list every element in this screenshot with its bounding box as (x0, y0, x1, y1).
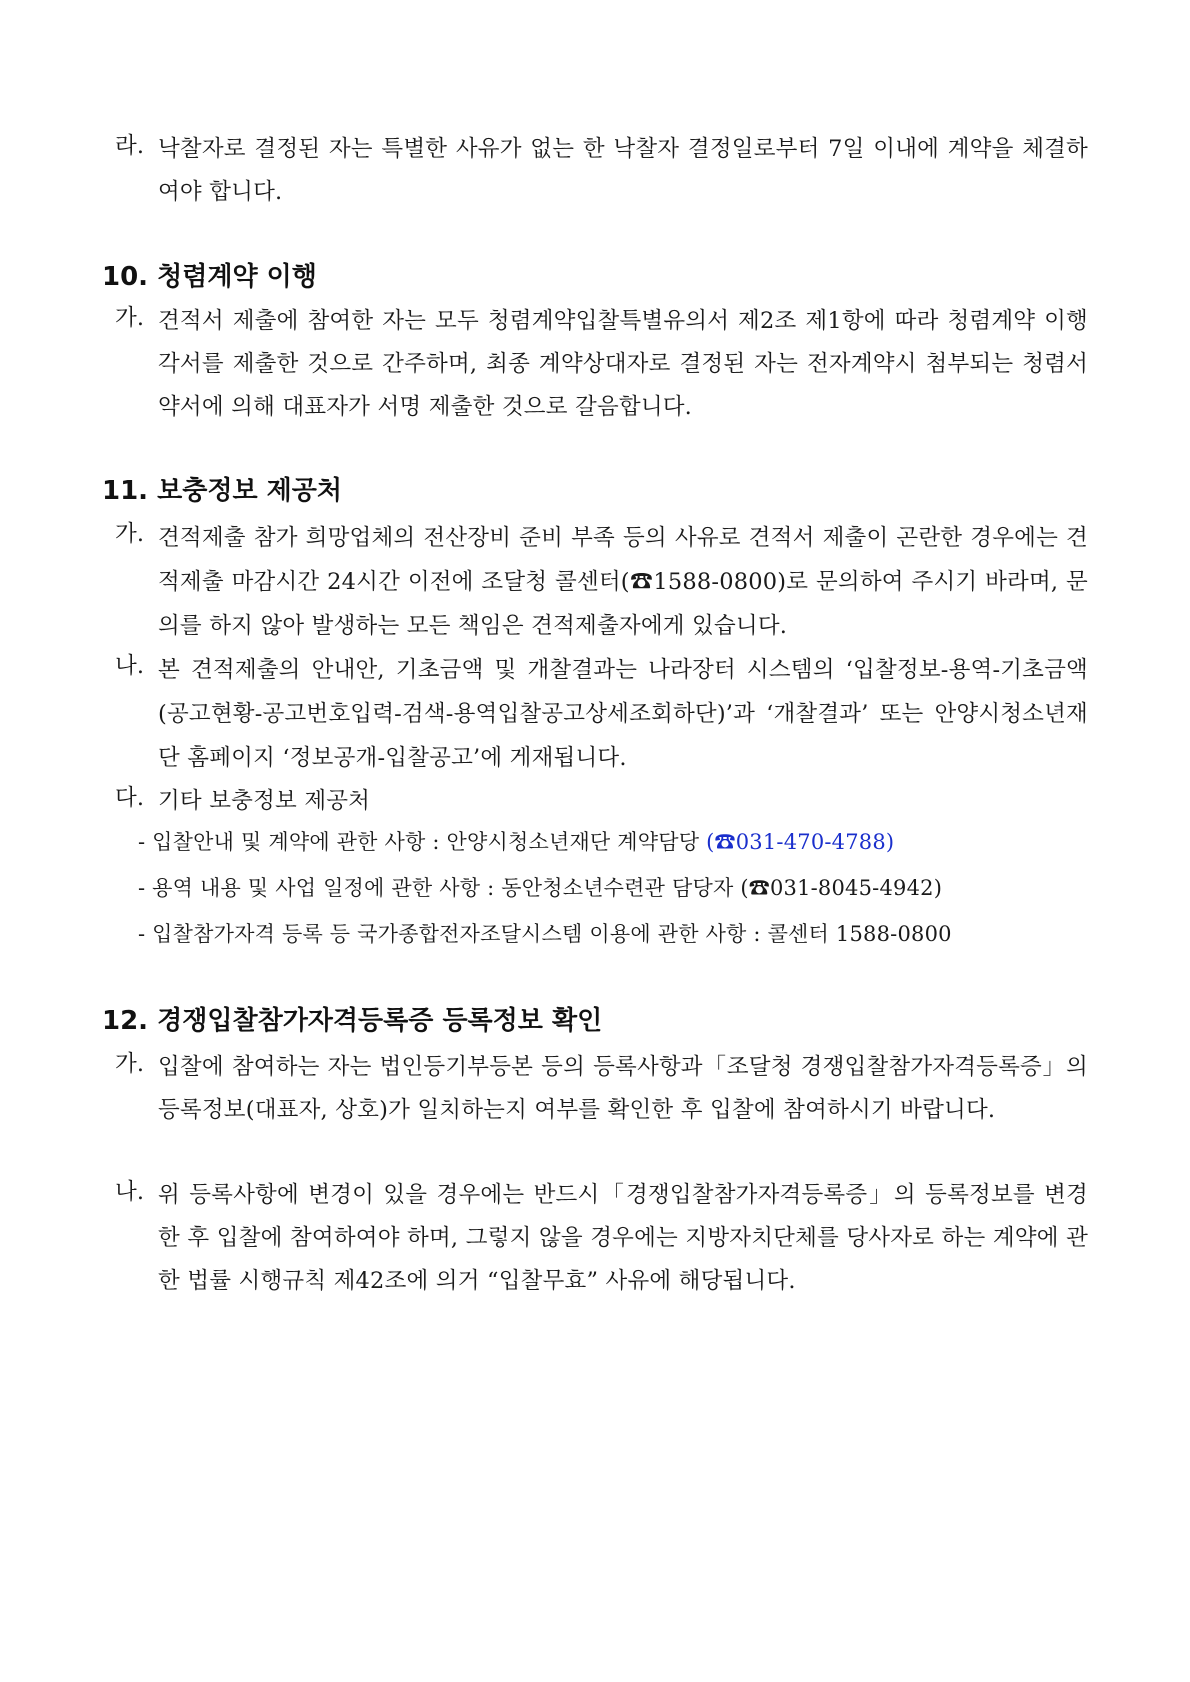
contact-label: - 입찰참가자격 등록 등 국가종합전자조달시스템 이용에 관한 사항 : 콜센터 (138, 922, 836, 946)
contact-phone: (☎031-470-4788) (706, 830, 895, 854)
item-marker: 가. (115, 305, 145, 331)
section-11-heading: 11. 보충정보 제공처 (102, 476, 342, 506)
section-10-heading: 10. 청렴계약 이행 (102, 262, 317, 292)
section-12-heading: 12. 경쟁입찰참가자격등록증 등록정보 확인 (102, 1006, 603, 1036)
item-text: 기타 보충정보 제공처 (158, 788, 371, 814)
item-text: 본 견적제출의 안내안, 기초금액 및 개찰결과는 나라장터 시스템의 ‘입찰정보-용역-기초금액(공고현황-공고번호입력-검색-용역입찰공고상세조회하단)’과 ‘개찰결과’ 또는 안양시청소년재단 홈페이지 ‘정보공개-입찰공고’에 게재됩니다. (158, 657, 1088, 771)
item-text: 낙찰자로 결정된 자는 특별한 사유가 없는 한 낙찰자 결정일로부터 7일 이내에 계약을 체결하여야 합니다. (158, 136, 1088, 205)
contact-phone: (☎031-8045-4942) (740, 876, 943, 900)
item-marker: 가. (115, 1051, 145, 1077)
item-text: 견적서 제출에 참여한 자는 모두 청렴계약입찰특별유의서 제2조 제1항에 따라 청렴계약 이행각서를 제출한 것으로 간주하며, 최종 계약상대자로 결정된 자는 전자계약시 첨부되는 청렴서약서에 의해 대표자가 서명 제출한 것으로 갈음합니다. (158, 308, 1088, 420)
item-marker: 가. (115, 521, 145, 547)
item-marker: 나. (115, 653, 145, 679)
item-marker: 나. (115, 1179, 145, 1205)
contact-label: - 용역 내용 및 사업 일정에 관한 사항 : 동안청소년수련관 담당자 (138, 876, 741, 900)
item-text: 위 등록사항에 변경이 있을 경우에는 반드시「경쟁입찰참가자격등록증」의 등록정보를 변경한 후 입찰에 참여하여야 하며, 그렇지 않을 경우에는 지방자치단체를 당사자로 하는 계약에 관한 법률 시행규칙 제42조에 의거 “입찰무효” 사유에 해당됩니다. (158, 1182, 1088, 1294)
contact-phone: 1588-0800 (835, 922, 952, 946)
contact-label: - 입찰안내 및 계약에 관한 사항 : 안양시청소년재단 계약담당 (138, 830, 707, 854)
item-text: 입찰에 참여하는 자는 법인등기부등본 등의 등록사항과「조달청 경쟁입찰참가자격등록증」의 등록정보(대표자, 상호)가 일치하는지 여부를 확인한 후 입찰에 참여하시기 바랍니다. (158, 1054, 1088, 1123)
item-marker: 라. (115, 133, 145, 159)
item-text: 견적제출 참가 희망업체의 전산장비 준비 부족 등의 사유로 견적서 제출이 곤란한 경우에는 견적제출 마감시간 24시간 이전에 조달청 콜센터(☎1588-0800)로 문의하여 주시기 바라며, 문의를 하지 않아 발생하는 모든 책임은 견적제출자에게 있습니다. (158, 525, 1088, 639)
item-marker: 다. (115, 785, 145, 811)
